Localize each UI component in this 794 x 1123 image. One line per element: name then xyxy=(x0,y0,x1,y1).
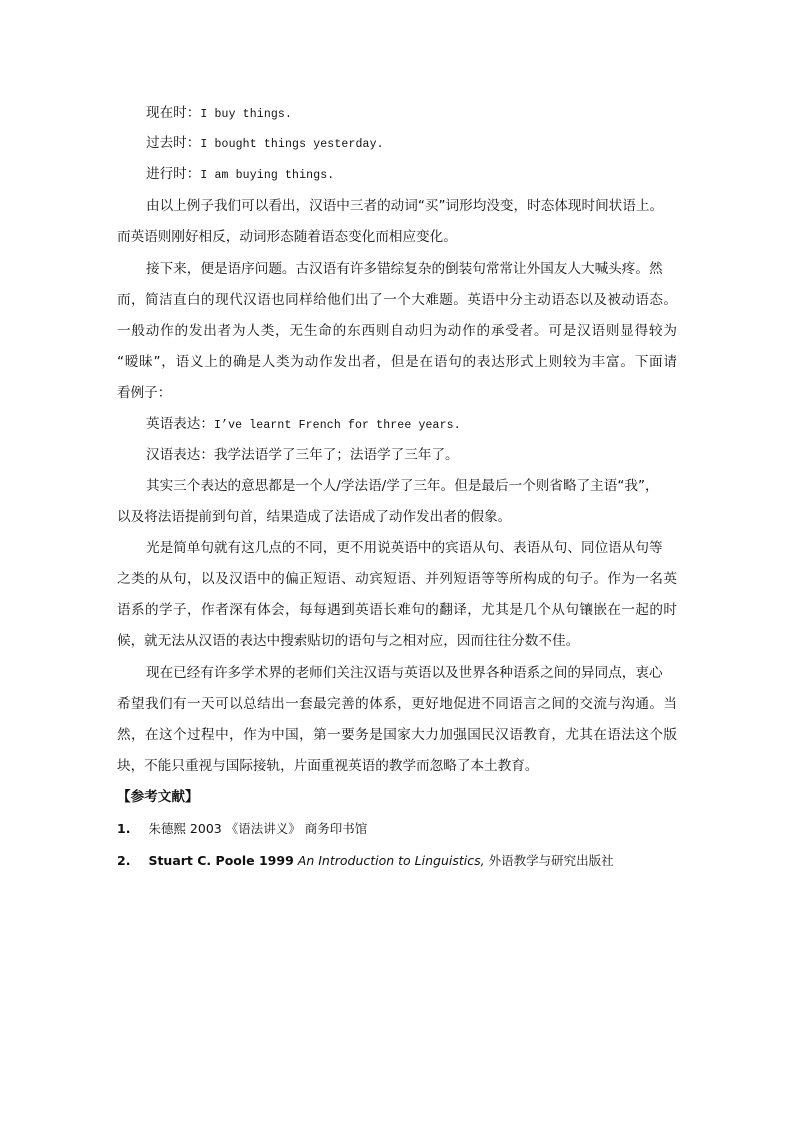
example-label: 汉语表达： xyxy=(146,447,214,463)
example-progressive xyxy=(146,164,334,186)
paragraph-line: 然，在这个过程中，作为中国，第一要务是国家大力加强国民汉语教育，尤其在语法这个版 xyxy=(117,727,677,743)
reference-author-year: 朱德熙 2003 xyxy=(148,821,222,836)
example-text: I bought things yesterday. xyxy=(200,138,384,151)
paragraph-line: 一般动作的发出者为人类，无生命的东西则自动归为动作的承受者。可是汉语则显得较为 xyxy=(117,323,677,339)
example-label: 英语表达： xyxy=(146,416,214,432)
example-text: I’ve learnt French for three years. xyxy=(213,419,461,432)
paragraph-line: 现在已经有许多学术界的老师们关注汉语与英语以及世界各种语系之间的异同点，衷心 xyxy=(146,665,663,681)
example-chinese-expression xyxy=(146,445,459,465)
reference-publisher: 商务印书馆 xyxy=(304,821,368,836)
example-present xyxy=(146,103,292,125)
reference-title: An Introduction to Linguistics, xyxy=(297,853,485,868)
paragraph-line: 候，就无法从汉语的表达中搜索贴切的语句与之相对应，因而往往分数不佳。 xyxy=(117,633,580,649)
example-text: I am buying things. xyxy=(200,169,335,182)
example-label: 现在时： xyxy=(146,105,201,121)
example-label: 过去时： xyxy=(146,135,201,151)
reference-item xyxy=(117,851,614,871)
reference-item xyxy=(117,819,367,839)
references-heading: 【参考文献】 xyxy=(117,789,199,805)
paragraph-line: 块，不能只重视与国际接轨，片面重视英语的教学而忽略了本土教育。 xyxy=(117,758,539,774)
example-past xyxy=(146,133,384,155)
paragraph-line: 接下来，便是语序问题。古汉语有许多错综复杂的倒装句常常让外国友人大喊头疼。然 xyxy=(146,261,663,277)
reference-number: 1. xyxy=(117,821,131,836)
paragraph-line: 而，简洁直白的现代汉语也同样给他们出了一个大难题。英语中分主动语态以及被动语态。 xyxy=(117,292,677,308)
paragraph-line: 希望我们有一天可以总结出一套最完善的体系，更好地促进不同语言之间的交流与沟通。当 xyxy=(117,696,677,712)
reference-author-year: Stuart C. Poole 1999 xyxy=(148,853,294,868)
example-text: I buy things. xyxy=(200,108,293,121)
paragraph-line: 语系的学子，作者深有体会，每每遇到英语长难句的翻译，尤其是几个从句镶嵌在一起的时 xyxy=(117,602,677,618)
paragraph-line: “暧昧”，语义上的确是人类为动作发出者，但是在语句的表达形式上则较为丰富。下面请 xyxy=(117,354,677,370)
paragraph-line: 其实三个表达的意思都是一个人/学法语/学了三年。但是最后一个则省略了主语“我”， xyxy=(146,478,659,494)
example-english-expression xyxy=(146,414,461,436)
example-label: 进行时： xyxy=(146,166,201,182)
paragraph-line: 而英语则刚好相反，动词形态随着语态变化而相应变化。 xyxy=(117,229,457,245)
paragraph-line: 光是简单句就有这几点的不同，更不用说英语中的宾语从句、表语从句、同位语从句等 xyxy=(146,540,663,556)
paragraph-line: 由以上例子我们可以看出，汉语中三者的动词“买”词形均没变，时态体现时间状语上。 xyxy=(146,198,664,214)
example-text: 我学法语学了三年了；法语学了三年了。 xyxy=(213,447,459,463)
reference-title: 《语法讲义》 xyxy=(225,821,301,836)
paragraph-line: 之类的从句，以及汉语中的偏正短语、动宾短语、并列短语等等所构成的句子。作为一名英 xyxy=(117,571,677,587)
reference-number: 2. xyxy=(117,853,131,868)
reference-publisher: 外语教学与研究出版社 xyxy=(488,853,614,868)
paragraph-line: 以及将法语提前到句首，结果造成了法语成了动作发出者的假象。 xyxy=(117,509,512,525)
paragraph-line: 看例子： xyxy=(117,385,172,401)
